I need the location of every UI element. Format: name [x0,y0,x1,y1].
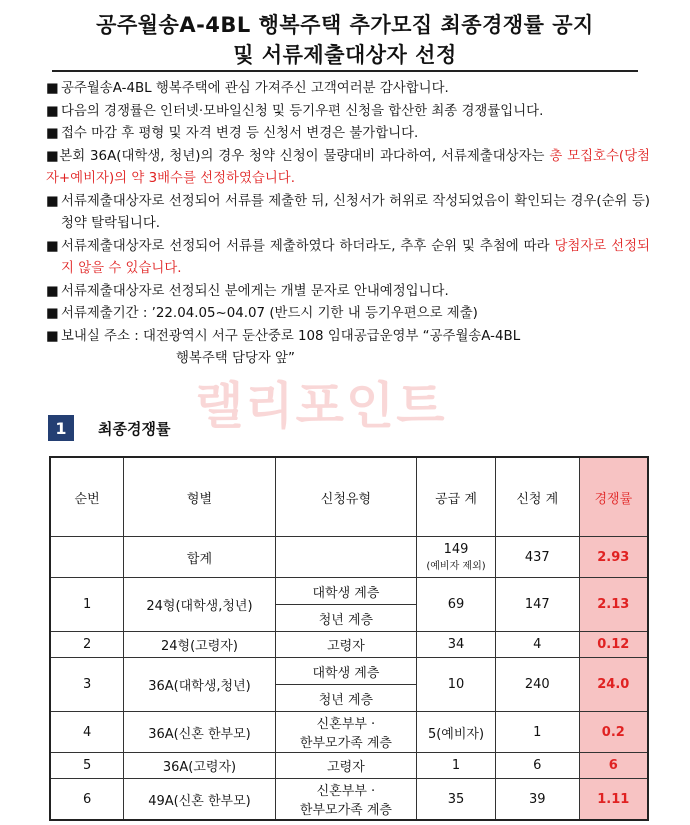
header-apply: 신청 계 [495,457,579,537]
row-type: 36A(신혼 한부모) [124,712,276,753]
notice-item [46,146,650,191]
row-no: 3 [50,658,124,712]
notice-item [46,78,650,101]
header-apply-type: 신청유형 [275,457,416,537]
header-no: 순번 [50,457,124,537]
total-supply-cell [417,537,496,578]
bullet-square-icon: ■ [46,103,59,119]
row-apply-type-cell [275,779,416,821]
row-apply: 39 [495,779,579,821]
table-row [50,753,648,779]
notice-item [46,236,650,281]
total-label: 합계 [124,537,276,578]
notice-highlight: 총 모집호수(당첨자+예비자)의 약 3배수를 선정하였습니다. [46,148,650,186]
notice-item [46,191,650,236]
bullet-square-icon: ■ [46,328,59,344]
title-underline [52,70,638,72]
notice-text: 본회 36A(대학생, 청년)의 경우 청약 신청이 물량대비 과다하여, 서류제출대상자는 [59,148,550,164]
row-apply-type: 한부모가족 계층 [299,736,392,751]
row-type: 36A(고령자) [124,753,276,779]
header-supply: 공급 계 [417,457,496,537]
bullet-square-icon: ■ [46,126,59,141]
row-rate: 6 [579,753,648,779]
row-supply: 10 [417,658,496,712]
bullet-square-icon: ■ [46,306,59,321]
bullet-square-icon: ■ [46,238,59,254]
total-supply: 149 [443,542,469,557]
row-supply: 69 [417,578,496,632]
table-header-row [50,457,648,537]
notice-item [46,281,650,304]
row-rate: 2.13 [579,578,648,632]
page-title [0,10,690,70]
row-type: 24형(고령자) [124,632,276,658]
row-supply: 1 [417,753,496,779]
row-rate: 1.11 [579,779,648,821]
notice-highlight: 당첨자로 선정되지 않을 수 있습니다. [61,238,650,276]
header-rate: 경쟁률 [579,457,648,537]
row-apply: 147 [495,578,579,632]
header-type: 형별 [124,457,276,537]
notice-item [46,326,650,371]
row-type: 24형(대학생,청년) [124,578,276,632]
table-row-total [50,537,648,578]
row-apply-type: 청년 계층 [275,605,416,632]
section-title: 최종경쟁률 [98,419,171,438]
watermark-logo: 랠리포인트 [195,377,447,435]
notice-item [46,101,650,124]
bullet-square-icon: ■ [46,193,59,209]
row-apply: 6 [495,753,579,779]
row-apply-type: 신혼부부 · [316,717,376,732]
row-apply-type: 고령자 [275,632,416,658]
table-row [50,578,648,605]
row-no: 4 [50,712,124,753]
bullet-square-icon: ■ [46,283,59,299]
row-apply: 1 [495,712,579,753]
notice-text: 접수 마감 후 평형 및 자격 변경 등 신청서 변경은 불가합니다. [61,126,419,141]
notice-text: 서류제출대상자로 선정되어 서류를 제출한 뒤, 신청서가 허위로 작성되었음이 확인되는 경우(순위 등) 청약 탈락됩니다. [61,193,650,231]
notice-text-continued: 행복주택 담당자 앞” [176,351,295,366]
notice-item [46,123,650,146]
notice-list [46,78,650,371]
title-line-2: 및 서류제출대상자 선정 [233,43,457,67]
bullet-square-icon: ■ [46,148,60,164]
total-apply: 437 [495,537,579,578]
row-apply-type: 고령자 [275,753,416,779]
section-number: 1 [48,415,74,441]
row-apply-type: 대학생 계층 [275,658,416,685]
table-row [50,779,648,821]
row-apply: 240 [495,658,579,712]
section-header [48,415,170,441]
notice-text: 서류제출기간 : ’22.04.05~04.07 (반드시 기한 내 등기우편으로 제출) [61,306,478,321]
notice-text: 다음의 경쟁률은 인터넷·모바일신청 및 등기우편 신청을 합산한 최종 경쟁률입니다. [61,103,544,119]
total-rate: 2.93 [579,537,648,578]
row-supply: 5(예비자) [417,712,496,753]
row-supply: 34 [417,632,496,658]
row-apply-type: 한부모가족 계층 [299,803,392,818]
row-no: 2 [50,632,124,658]
table-row [50,712,648,753]
title-line-1: 공주월송A-4BL 행복주택 추가모집 최종경쟁률 공지 [96,13,594,37]
row-rate: 0.12 [579,632,648,658]
row-type: 49A(신혼 한부모) [124,779,276,821]
row-no: 6 [50,779,124,821]
table-row [50,658,648,685]
row-no: 5 [50,753,124,779]
notice-text: 보내실 주소 : 대전광역시 서구 둔산중로 108 임대공급운영부 “공주월송A-4BL [61,328,521,344]
row-apply-type: 청년 계층 [275,685,416,712]
notice-item [46,303,650,326]
row-no: 1 [50,578,124,632]
competition-rate-table [49,456,649,821]
row-supply: 35 [417,779,496,821]
total-supply-note: (예비자 제외) [426,561,486,572]
notice-text: 서류제출대상자로 선정되어 서류를 제출하였다 하더라도, 추후 순위 및 추첨에 따라 [61,238,555,254]
row-apply-type-cell [275,712,416,753]
row-apply-type: 대학생 계층 [275,578,416,605]
table-row [50,632,648,658]
row-apply-type: 신혼부부 · [316,784,376,799]
bullet-square-icon: ■ [46,81,59,96]
row-type: 36A(대학생,청년) [124,658,276,712]
notice-text: 공주월송A-4BL 행복주택에 관심 가져주신 고객여러분 감사합니다. [61,81,449,96]
row-rate: 24.0 [579,658,648,712]
notice-text: 서류제출대상자로 선정되신 분에게는 개별 문자로 안내예정입니다. [61,283,449,299]
row-apply: 4 [495,632,579,658]
row-rate: 0.2 [579,712,648,753]
